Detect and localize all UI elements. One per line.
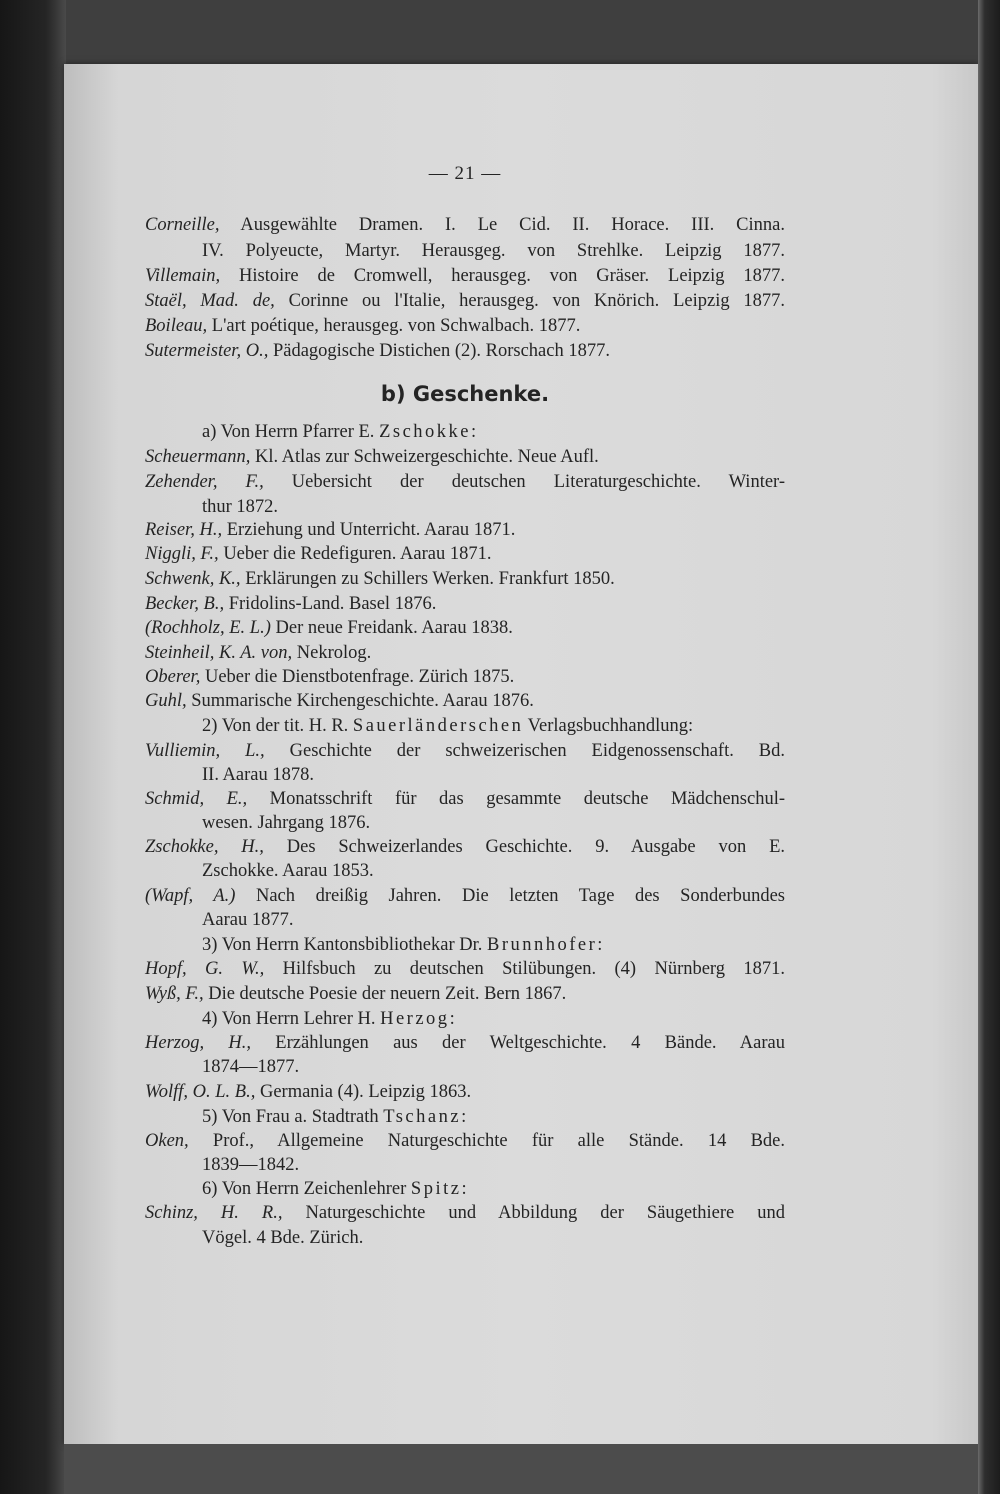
entry-line: wesen. Jahrgang 1876. [202, 813, 371, 833]
entry-line: 1874—1877. [202, 1057, 300, 1077]
entry-line: Zschokke, H., Des Schweizerlandes Geschichte. 9. Ausgabe von E. [145, 837, 785, 857]
entry-line: Sutermeister, O., Pädagogische Distichen (2). Rorschach 1877. [145, 341, 610, 361]
entry-line: (Wapf, A.) Nach dreißig Jahren. Die letzten Tage des Sonderbundes [145, 886, 785, 906]
entry-line: Aarau 1877. [202, 910, 294, 930]
entry-line: Villemain, Histoire de Cromwell, herausgeg. von Gräser. Leipzig 1877. [145, 266, 785, 286]
entry-line: Guhl, Summarische Kirchengeschichte. Aarau 1876. [145, 691, 534, 711]
entry-line: thur 1872. [202, 497, 279, 517]
entry-line: Reiser, H., Erziehung und Unterricht. Aarau 1871. [145, 520, 516, 540]
scan-bottom-edge [64, 1444, 978, 1494]
donor-line: a) Von Herrn Pfarrer E. Zschokke: [202, 422, 477, 442]
scan-right-edge [978, 0, 1000, 1494]
page-number: — 21 — [428, 163, 502, 184]
entry-line: Niggli, F., Ueber die Redefiguren. Aarau 1871. [145, 544, 492, 564]
entry-line: Becker, B., Fridolins-Land. Basel 1876. [145, 594, 437, 614]
entry-line: (Rochholz, E. L.) Der neue Freidank. Aarau 1838. [145, 618, 513, 638]
entry-line: Corneille, Ausgewählte Dramen. I. Le Cid. II. Horace. III. Cinna. [145, 215, 785, 235]
entry-line: Oken, Prof., Allgemeine Naturgeschichte für alle Stände. 14 Bde. [145, 1131, 785, 1151]
entry-line: Steinheil, K. A. von, Nekrolog. [145, 643, 372, 663]
donor-line: 3) Von Herrn Kantonsbibliothekar Dr. Brunnhofer: [202, 935, 603, 955]
scan-left-edge [0, 0, 66, 1494]
entry-line: Boileau, L'art poétique, herausgeg. von Schwalbach. 1877. [145, 316, 581, 336]
entry-line: Herzog, H., Erzählungen aus der Weltgeschichte. 4 Bände. Aarau [145, 1033, 785, 1053]
section-heading: b) Geschenke. [380, 382, 550, 406]
entry-line: Staël, Mad. de, Corinne ou l'Italie, herausgeg. von Knörich. Leipzig 1877. [145, 291, 785, 311]
entry-line: Zehender, F., Uebersicht der deutschen Literaturgeschichte. Winter- [145, 472, 785, 492]
entry-line: Vögel. 4 Bde. Zürich. [202, 1228, 364, 1248]
donor-line: 5) Von Frau a. Stadtrath Tschanz: [202, 1107, 467, 1127]
donor-line: 4) Von Herrn Lehrer H. Herzog: [202, 1009, 455, 1029]
donor-line: 6) Von Herrn Zeichenlehrer Spitz: [202, 1179, 467, 1199]
entry-line: Schwenk, K., Erklärungen zu Schillers Werken. Frankfurt 1850. [145, 569, 615, 589]
entry-line: Zschokke. Aarau 1853. [202, 861, 374, 881]
entry-line: Schinz, H. R., Naturgeschichte und Abbildung der Säugethiere und [145, 1203, 785, 1223]
donor-line: 2) Von der tit. H. R. Sauerländerschen Verlagsbuchhandlung: [202, 716, 694, 736]
entry-line: Scheuermann, Kl. Atlas zur Schweizergeschichte. Neue Aufl. [145, 447, 599, 467]
entry-line: 1839—1842. [202, 1155, 300, 1175]
entry-line: Wyß, F., Die deutsche Poesie der neuern Zeit. Bern 1867. [145, 984, 567, 1004]
entry-line: Wolff, O. L. B., Germania (4). Leipzig 1863. [145, 1082, 472, 1102]
entry-line: II. Aarau 1878. [202, 765, 314, 785]
entry-line: Vulliemin, L., Geschichte der schweizerischen Eidgenossenschaft. Bd. [145, 741, 785, 761]
entry-line: IV. Polyeucte, Martyr. Herausgeg. von Strehlke. Leipzig 1877. [202, 241, 785, 261]
entry-line: Oberer, Ueber die Dienstbotenfrage. Zürich 1875. [145, 667, 515, 687]
entry-line: Schmid, E., Monatsschrift für das gesammte deutsche Mädchenschul- [145, 789, 786, 809]
entry-line: Hopf, G. W., Hilfsbuch zu deutschen Stilübungen. (4) Nürnberg 1871. [145, 959, 785, 979]
